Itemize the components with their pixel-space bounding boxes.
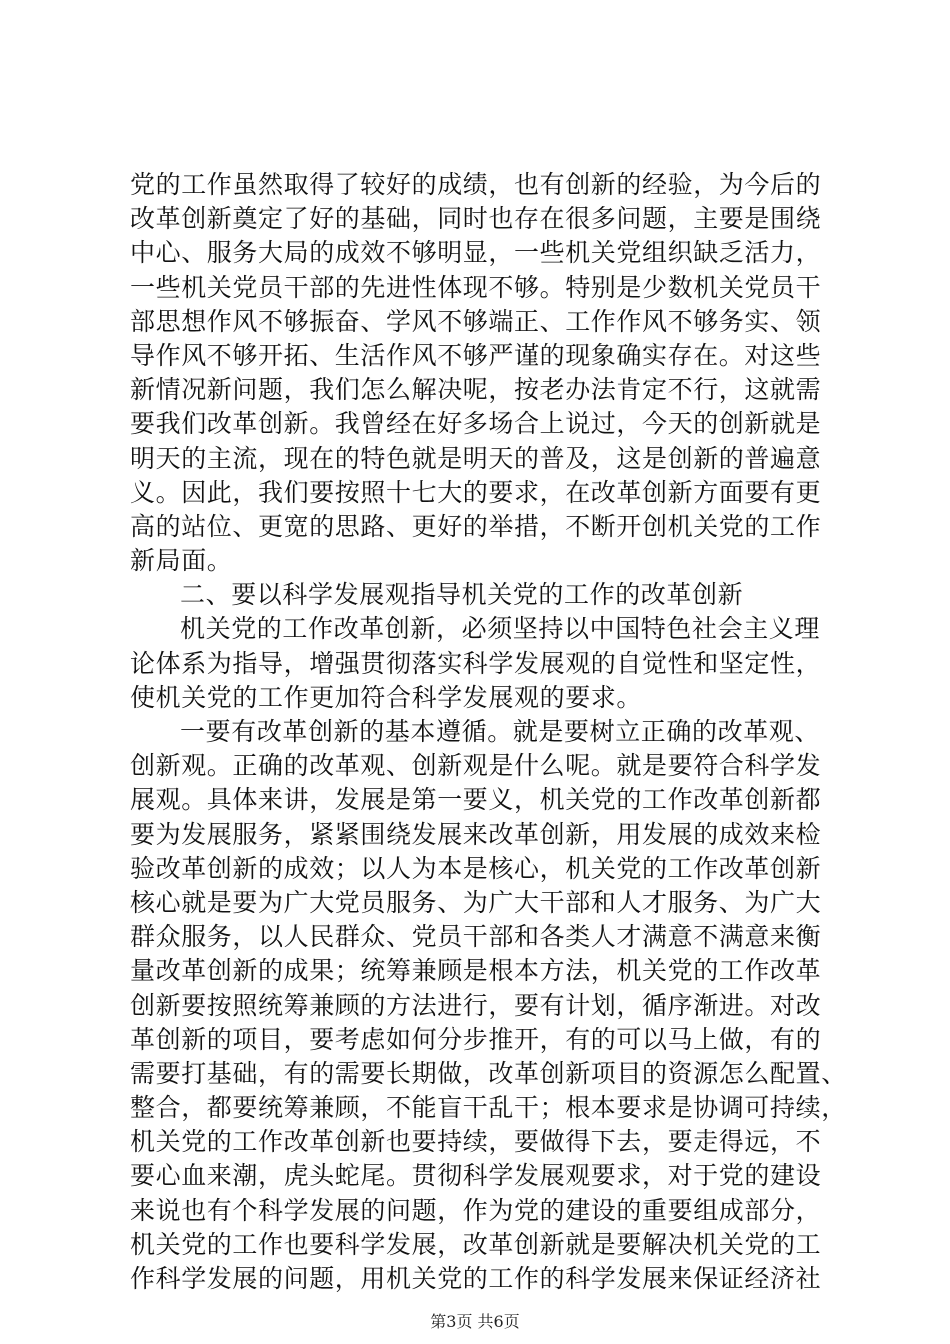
text-line: 一些机关党员干部的先进性体现不够。特别是少数机关党员干 [130,272,822,302]
text-line: 义。因此，我们要按照十七大的要求，在改革创新方面要有更 [130,477,822,507]
text-line: 展观。具体来讲，发展是第一要义，机关党的工作改革创新都 [130,785,822,815]
text-line: 要为发展服务，紧紧围绕发展来改革创新，用发展的成效来检 [130,819,822,849]
text-line: 整合，都要统筹兼顾，不能盲干乱干；根本要求是协调可持续， [130,1093,847,1123]
text-line: 创新要按照统筹兼顾的方法进行，要有计划，循序渐进。对改 [130,990,822,1020]
text-line: 革创新的项目，要考虑如何分步推开，有的可以马上做，有的 [130,1024,822,1054]
text-line: 创新观。正确的改革观、创新观是什么呢。就是要符合科学发 [130,751,822,781]
text-line: 使机关党的工作更加符合科学发展观的要求。 [130,682,643,712]
text-line: 一要有改革创新的基本遵循。就是要树立正确的改革观、 [180,717,821,746]
text-line: 论体系为指导，增强贯彻落实科学发展观的自觉性和坚定性， [130,648,822,678]
text-line: 要我们改革创新。我曾经在好多场合上说过，今天的创新就是 [130,409,822,439]
text-line: 要心血来潮，虎头蛇尾。贯彻科学发展观要求，对于党的建设 [130,1161,822,1191]
text-line: 中心、服务大局的成效不够明显，一些机关党组织缺乏活力， [130,238,822,268]
section-heading: 二、要以科学发展观指导机关党的工作的改革创新 [180,580,744,610]
text-line: 党的工作虽然取得了较好的成绩，也有创新的经验，为今后的 [130,170,822,199]
text-line: 群众服务，以人民群众、党员干部和各类人才满意不满意来衡 [130,922,822,952]
text-line: 明天的主流，现在的特色就是明天的普及，这是创新的普遍意 [130,443,822,473]
body-text [130,168,847,1296]
text-line: 高的站位、更宽的思路、更好的举措，不断开创机关党的工作 [130,511,822,541]
text-line: 机关党的工作改革创新也要持续，要做得下去，要走得远，不 [130,1127,822,1157]
text-line: 核心就是要为广大党员服务、为广大干部和人才服务、为广大 [130,887,822,917]
text-line: 量改革创新的成果；统筹兼顾是根本方法，机关党的工作改革 [130,956,822,986]
text-line: 新局面。 [130,546,233,576]
page-number: 第3页 共6页 [430,1312,520,1331]
text-line: 需要打基础，有的需要长期做，改革创新项目的资源怎么配置、 [130,1058,847,1088]
text-line: 验改革创新的成效；以人为本是核心，机关党的工作改革创新 [130,853,822,883]
text-line: 来说也有个科学发展的问题，作为党的建设的重要组成部分， [130,1195,822,1225]
text-line: 改革创新奠定了好的基础，同时也存在很多问题，主要是围绕 [130,204,822,234]
text-line: 机关党的工作改革创新，必须坚持以中国特色社会主义理 [180,614,821,644]
text-line: 部思想作风不够振奋、学风不够端正、工作作风不够务实、领 [130,306,822,336]
text-line: 作科学发展的问题，用机关党的工作的科学发展来保证经济社 [130,1264,822,1293]
text-line: 新情况新问题，我们怎么解决呢，按老办法肯定不行，这就需 [130,375,822,405]
text-line: 机关党的工作也要科学发展，改革创新就是要解决机关党的工 [130,1229,822,1259]
text-line: 导作风不够开拓、生活作风不够严谨的现象确实存在。对这些 [130,340,822,370]
